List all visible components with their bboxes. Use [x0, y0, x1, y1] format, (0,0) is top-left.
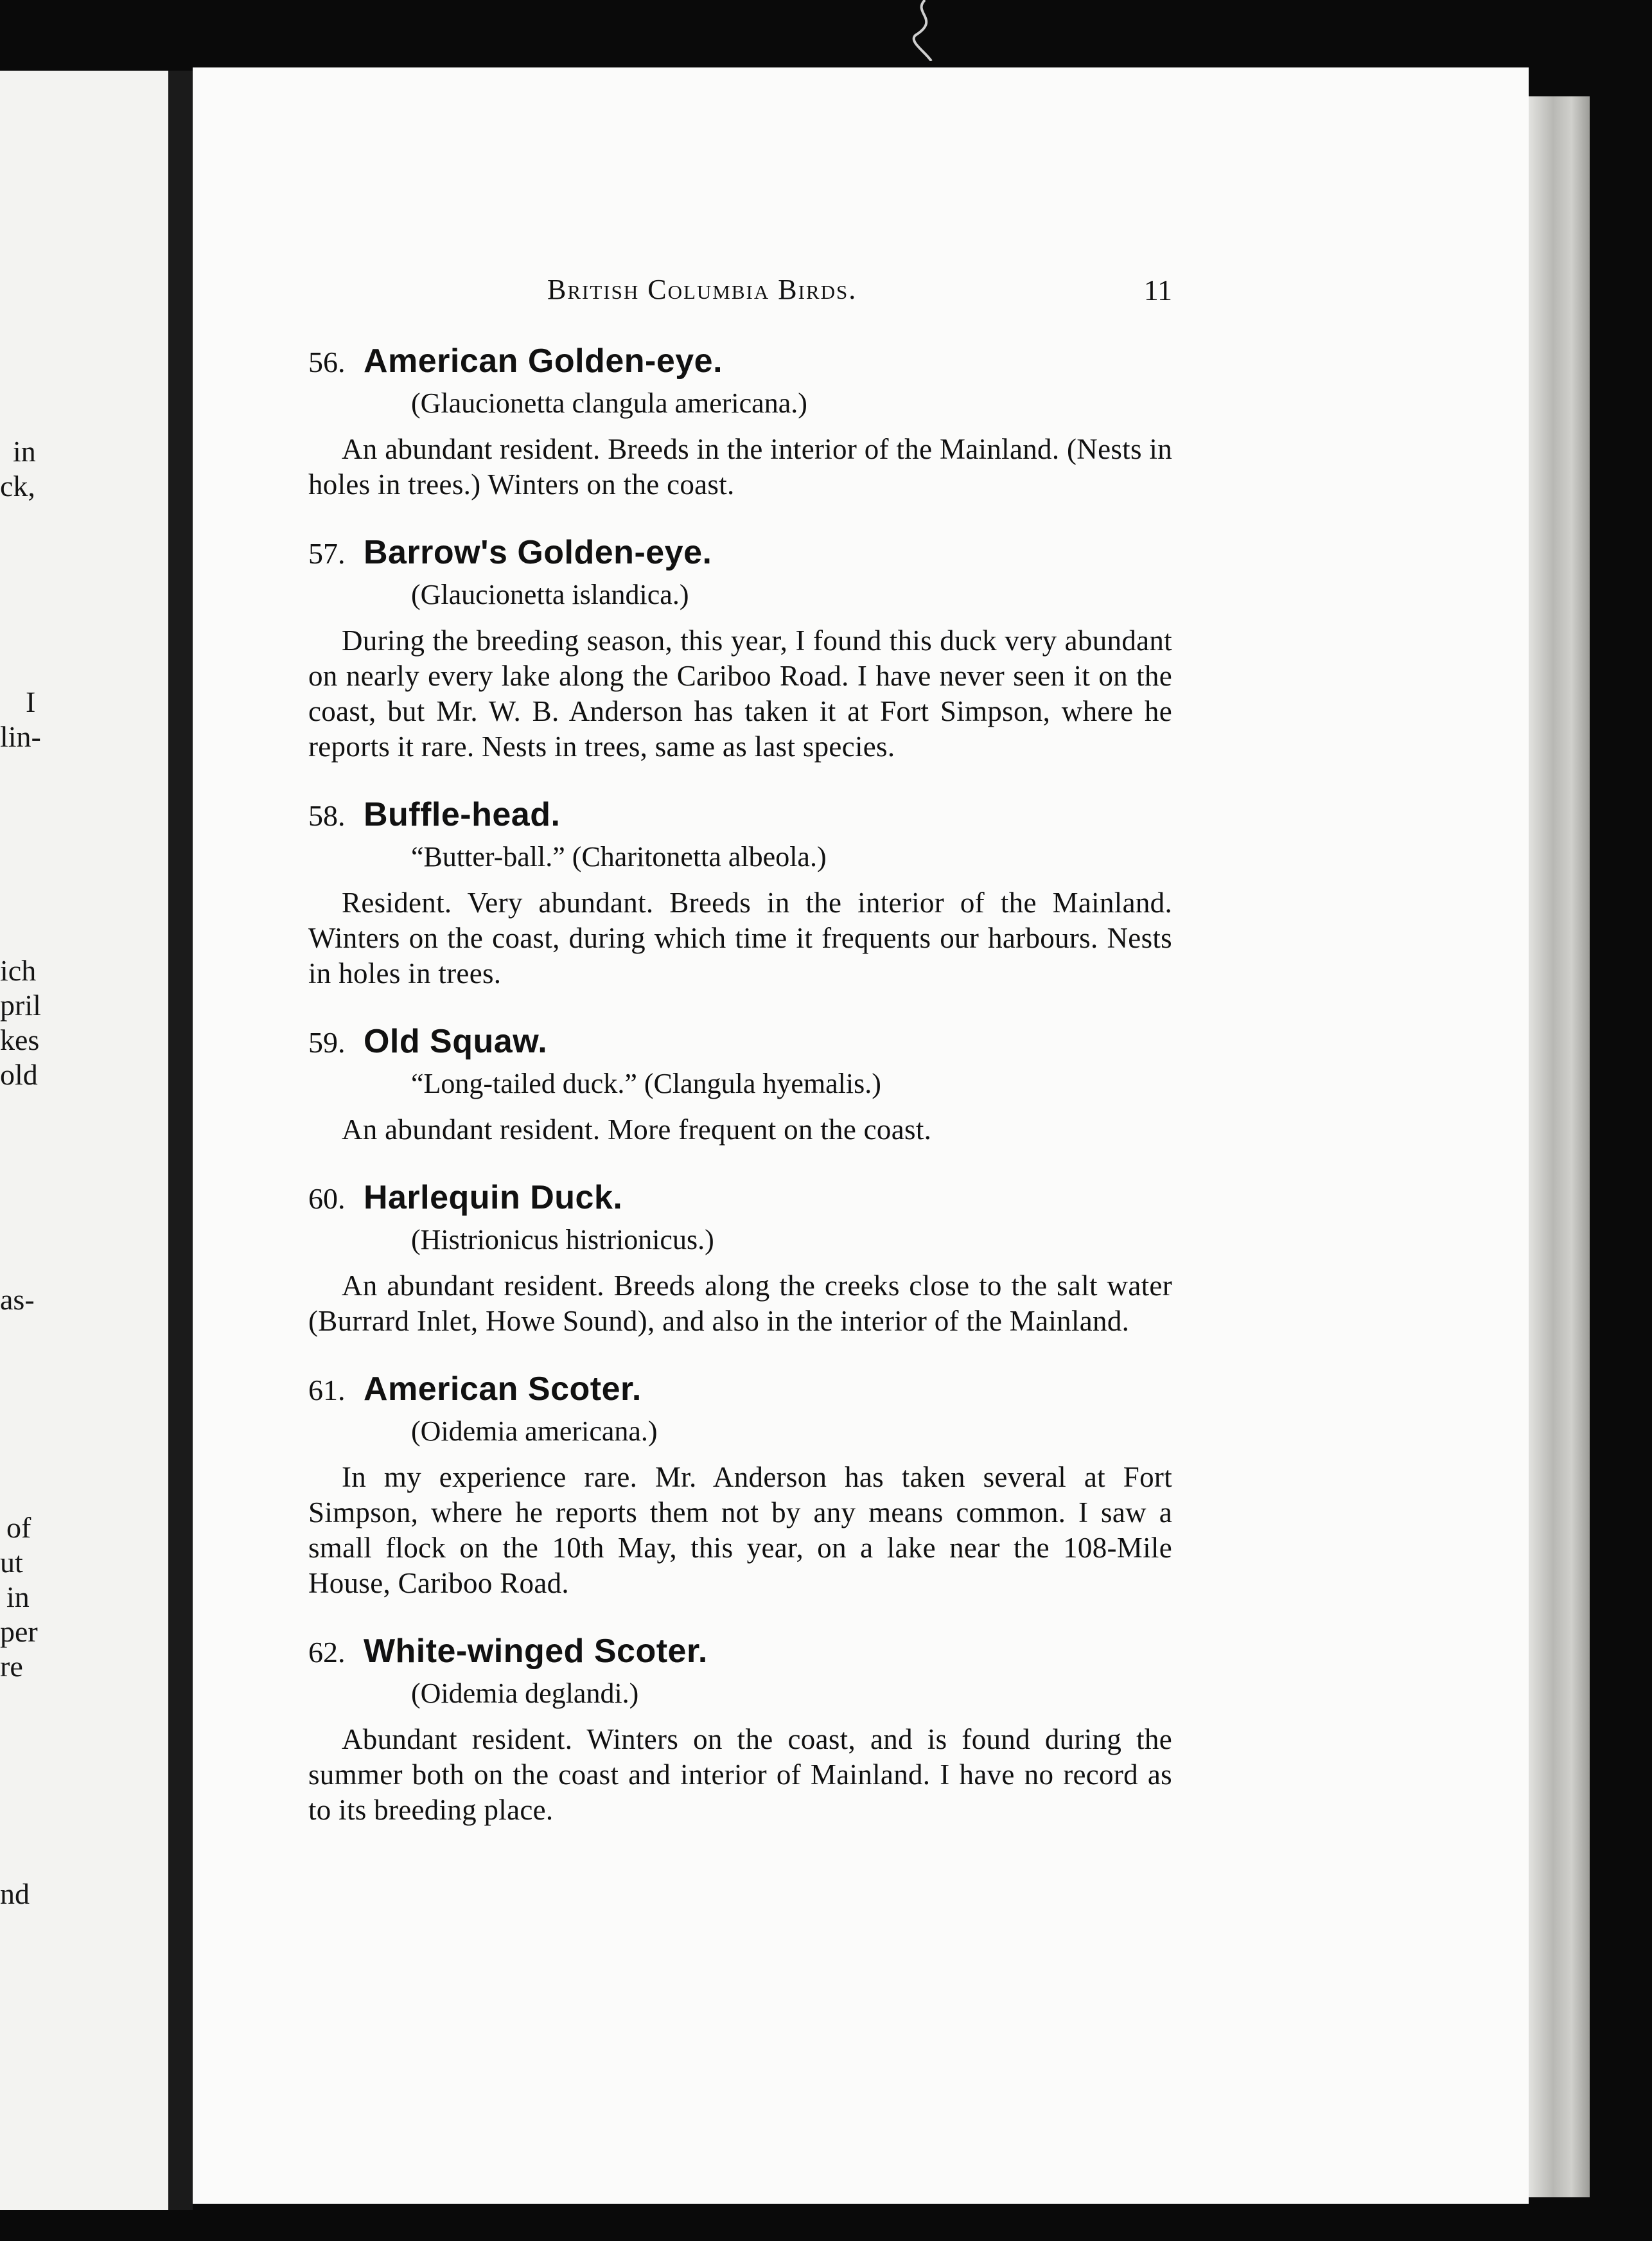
page-number: 11 — [1143, 274, 1172, 306]
common-name: Barrow's Golden-eye. — [363, 534, 712, 571]
entry-heading — [308, 341, 1172, 383]
entry-description: An abundant resident. More frequent on the coast. — [342, 1113, 932, 1146]
entry-number: 59. — [308, 1026, 346, 1059]
common-name: White-winged Scoter. — [363, 1633, 708, 1670]
common-name: American Scoter. — [363, 1370, 642, 1408]
entry-number: 56. — [308, 346, 346, 378]
fragment-text: I — [26, 686, 36, 718]
fragment-text: old — [0, 1058, 38, 1091]
running-head-title: British Columbia Birds. — [547, 274, 857, 305]
fragment-text: in — [6, 1581, 30, 1613]
scan-mark — [906, 0, 944, 61]
scientific-name: (Glaucionetta clangula americana.) — [411, 387, 807, 419]
fragment-text: kes — [0, 1023, 40, 1056]
species-entry — [308, 341, 1172, 502]
fragment-text: re — [0, 1650, 23, 1683]
species-entry — [308, 1369, 1172, 1601]
common-name: Old Squaw. — [363, 1023, 548, 1060]
entry-number: 60. — [308, 1182, 346, 1215]
species-entry — [308, 1631, 1172, 1828]
entry-description: An abundant resident. Breeds along the creeks close to the salt water (Burrard Inlet, Howe Sound), and also in the interior of the Mainland. — [308, 1270, 1172, 1337]
species-entry — [308, 1177, 1172, 1339]
entry-heading — [308, 1177, 1172, 1219]
common-name: Harlequin Duck. — [363, 1179, 623, 1216]
scientific-name: (Oidemia deglandi.) — [411, 1678, 639, 1709]
entry-heading — [308, 1631, 1172, 1673]
entry-description: During the breeding season, this year, I found this duck very abundant on nearly every lake along the Cariboo Road. I have never seen it on the coast, but Mr. W. B. Anderson has taken it at Fort Simpson, where he reports it rare. Nests in trees, same as last species. — [308, 624, 1172, 763]
species-list — [308, 341, 1172, 1857]
entry-number: 62. — [308, 1636, 346, 1669]
fragment-text: ich — [0, 954, 37, 987]
entry-number: 58. — [308, 799, 346, 832]
entry-number: 57. — [308, 537, 346, 570]
book-gutter — [168, 71, 193, 2210]
entry-description: An abundant resident. Breeds in the interior of the Mainland. (Nests in holes in trees.) Winters on the coast. — [308, 433, 1172, 500]
entry-heading — [308, 1369, 1172, 1411]
page-edge — [1529, 96, 1590, 2197]
entry-heading — [308, 794, 1172, 837]
fragment-text: per — [0, 1615, 38, 1648]
fragment-text: lin- — [0, 720, 41, 753]
running-head — [308, 273, 1172, 312]
scientific-name: (Histrionicus histrionicus.) — [411, 1224, 714, 1255]
common-name: Buffle-head. — [363, 796, 561, 833]
species-entry — [308, 794, 1172, 991]
scientific-name: (Oidemia americana.) — [411, 1415, 658, 1447]
entry-description: In my experience rare. Mr. Anderson has taken several at Fort Simpson, where he reports them not by any means common. I saw a small flock on the 10th May, this year, on a lake near the 108-Mile House, Cariboo Road. — [308, 1461, 1172, 1599]
fragment-text: in — [13, 435, 36, 468]
scientific-name: (Glaucionetta islandica.) — [411, 579, 689, 610]
scientific-name: “Butter-ball.” (Charitonetta albeola.) — [411, 841, 827, 872]
species-entry — [308, 532, 1172, 765]
fragment-text: as- — [0, 1283, 35, 1316]
fragment-text: ut — [0, 1546, 23, 1579]
entry-heading — [308, 1021, 1172, 1063]
species-entry — [308, 1021, 1172, 1147]
common-name: American Golden-eye. — [363, 342, 723, 380]
fragment-text: nd — [0, 1877, 30, 1910]
entry-description: Abundant resident. Winters on the coast, and is found during the summer both on the coast and interior of Mainland. I have no record as to its breeding place. — [308, 1723, 1172, 1826]
entry-number: 61. — [308, 1374, 346, 1406]
facing-page-fragment — [0, 71, 168, 2210]
entry-description: Resident. Very abundant. Breeds in the interior of the Mainland. Winters on the coast, during which time it frequents our harbours. Nests in holes in trees. — [308, 887, 1172, 989]
fragment-text: ck, — [0, 470, 35, 502]
fragment-text: pril — [0, 989, 41, 1022]
scientific-name: “Long-tailed duck.” (Clangula hyemalis.) — [411, 1068, 881, 1099]
fragment-text: of — [6, 1511, 31, 1544]
entry-heading — [308, 532, 1172, 574]
